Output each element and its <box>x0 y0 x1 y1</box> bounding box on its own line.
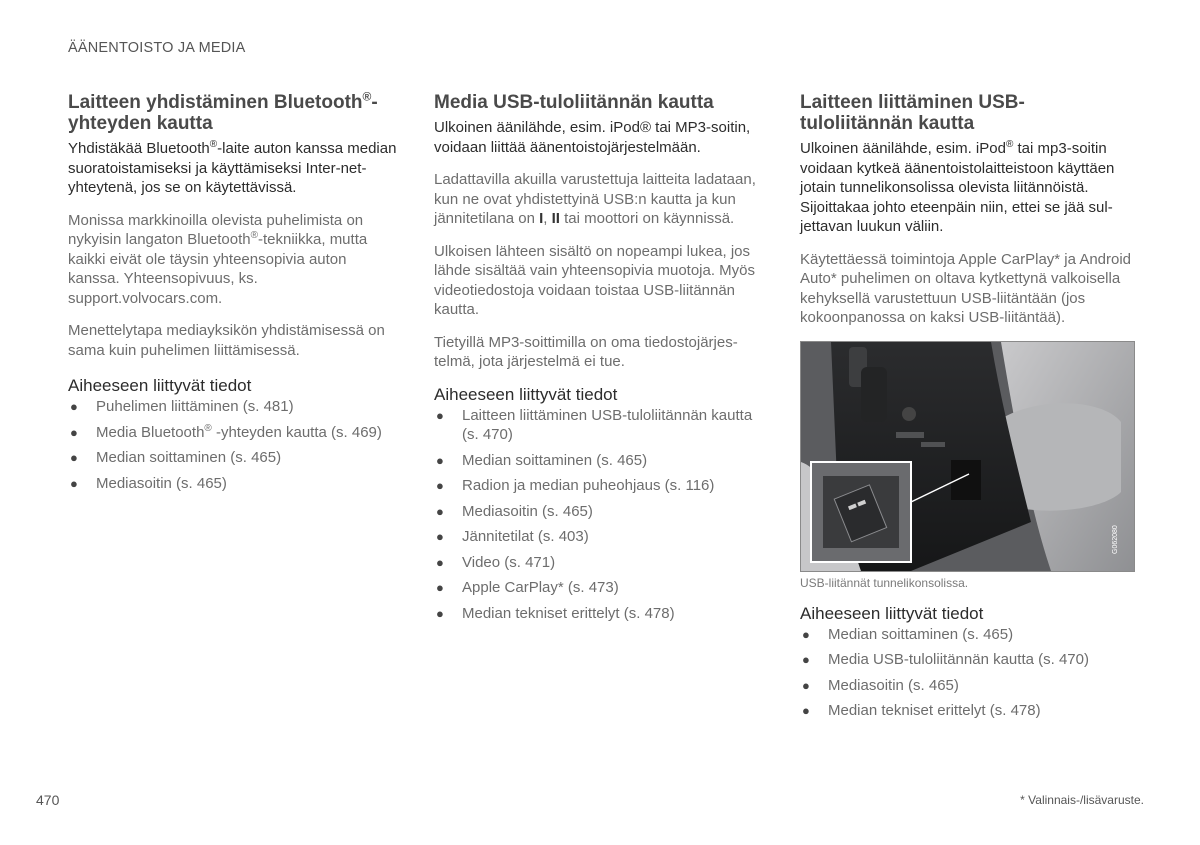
body-paragraph: Ladattavilla akuilla varustettuja laitteita ladataan, kun ne ovat yhdistettyinä USB:n kautta ja kun jännitetilana on I, II tai moottori on käynnissä. <box>434 171 756 227</box>
bullet-icon: ● <box>70 424 78 440</box>
related-heading: Aiheeseen liittyvät tiedot <box>800 603 984 623</box>
related-heading: Aiheeseen liittyvät tiedot <box>68 376 252 395</box>
column-usb-connect <box>800 92 1136 727</box>
bullet-icon: ● <box>70 399 78 414</box>
related-link[interactable]: ● Media USB-tuloliitännän kautta (s. 470) <box>802 651 1089 668</box>
related-link[interactable]: ● Laitteen liittäminen USB-tuloliitännän kautta (s. 470) <box>436 406 753 443</box>
section-title-bluetooth: Laitteen yhdistäminen Bluetooth®- yhteyden kautta <box>68 89 378 134</box>
related-link[interactable]: ● Median tekniset erittelyt (s. 478) <box>436 604 675 622</box>
related-link[interactable]: ● Median soittaminen (s. 465) <box>436 451 648 469</box>
section-title-usb-connect: Laitteen liittäminen USB- tuloliitännän kautta <box>800 92 1025 134</box>
section-title-usb-media: Media USB-tuloliitännän kautta <box>434 92 714 113</box>
column-bluetooth <box>68 89 400 499</box>
body-paragraph: Monissa markkinoilla olevista puhelimista on nykyisin langaton Bluetooth®-tekniikka, mutta kaikki eivät ole täysin yhteensopivia auton kanssa. Yhteensopivuus, ks. support.volvocars.com. <box>68 211 368 307</box>
related-list <box>68 397 400 493</box>
related-list <box>800 625 1136 721</box>
related-link[interactable]: ● Mediasoitin (s. 465) <box>802 676 959 694</box>
related-link[interactable]: ● Mediasoitin (s. 465) <box>70 474 227 492</box>
bullet-icon: ● <box>802 652 810 667</box>
bullet-icon: ● <box>436 554 444 570</box>
bullet-icon: ● <box>436 529 444 544</box>
bullet-icon: ● <box>436 580 444 595</box>
related-list <box>434 406 766 624</box>
bullet-icon: ● <box>70 475 78 491</box>
bullet-icon: ● <box>436 503 444 519</box>
related-link[interactable]: ● Median tekniset erittelyt (s. 478) <box>802 702 1041 719</box>
related-link[interactable]: ● Median soittaminen (s. 465) <box>70 449 282 466</box>
running-head: ÄÄNENTOISTO JA MEDIA <box>68 40 246 56</box>
bullet-icon: ● <box>802 626 810 642</box>
lead-paragraph: Ulkoinen äänilähde, esim. iPod® tai MP3-soitin, voidaan liittää äänentoistojärjestelmään. <box>434 119 751 156</box>
page-number: 470 <box>36 792 60 808</box>
related-link[interactable]: ● Video (s. 471) <box>436 553 556 571</box>
bullet-icon: ● <box>802 703 810 718</box>
figure-code: G062080 <box>1112 524 1119 554</box>
body-paragraph: Tietyillä MP3-soittimilla on oma tiedostojärjes-telmä, jota järjestelmä ei tue. <box>434 333 738 370</box>
lead-paragraph: Ulkoinen äänilähde, esim. iPod® tai mp3-soitin voidaan kytkeä äänentoistolaitteistoon käyttäen jotain tunnelikonsolissa olevista liitännöistä. Sijoittakaa johto eteenpäin niin, ettei se jää sul-jettavan luukun väliin. <box>800 139 1115 235</box>
bullet-icon: ● <box>436 605 444 621</box>
body-paragraph: Käytettäessä toimintoja Apple CarPlay* ja Android Auto* puhelimen on oltava kytkettynä valkoisella kehyksellä varustettuun USB-liitäntään (jos kokoonpanossa on kaksi USB-liitäntää). <box>800 250 1132 326</box>
lead-paragraph: Yhdistäkää Bluetooth®-laite auton kanssa median suoratoistamiseksi ja käyttämiseksi Inter-net-yhteytenä, jos se on käytettävissä. <box>68 139 397 196</box>
bullet-icon: ● <box>802 677 810 693</box>
column-usb-media <box>434 92 766 629</box>
body-paragraph: Menettelytapa mediayksikön yhdistämisessä on sama kuin puhelimen liittämisessä. <box>68 322 385 359</box>
figure-caption: USB-liitännät tunnelikonsolissa. <box>800 575 969 590</box>
usb-console-illustration <box>800 341 1135 572</box>
related-heading: Aiheeseen liittyvät tiedot <box>434 384 618 404</box>
related-link[interactable]: ● Mediasoitin (s. 465) <box>436 502 593 520</box>
bullet-icon: ● <box>436 478 444 493</box>
related-link[interactable]: ● Radion ja median puheohjaus (s. 116) <box>436 477 715 494</box>
console-drawing <box>801 342 1134 571</box>
related-link[interactable]: ● Apple CarPlay* (s. 473) <box>436 579 619 596</box>
bullet-icon: ● <box>70 450 78 465</box>
bullet-icon: ● <box>436 407 444 423</box>
related-link[interactable]: ● Media Bluetooth® -yhteyden kautta (s. 469) <box>70 422 382 441</box>
footnote: * Valinnais-/lisävaruste. <box>1020 793 1144 807</box>
body-paragraph: Ulkoisen lähteen sisältö on nopeampi lukea, jos lähde sisältää vain yhteensopivia muotoja. Myös videotiedostoja voidaan toistaa USB-liitännän kautta. <box>434 242 756 318</box>
related-link[interactable]: ● Median soittaminen (s. 465) <box>802 625 1014 643</box>
bullet-icon: ● <box>436 452 444 468</box>
related-link[interactable]: ● Jännitetilat (s. 403) <box>436 528 589 545</box>
related-link[interactable]: ● Puhelimen liittäminen (s. 481) <box>70 398 294 415</box>
